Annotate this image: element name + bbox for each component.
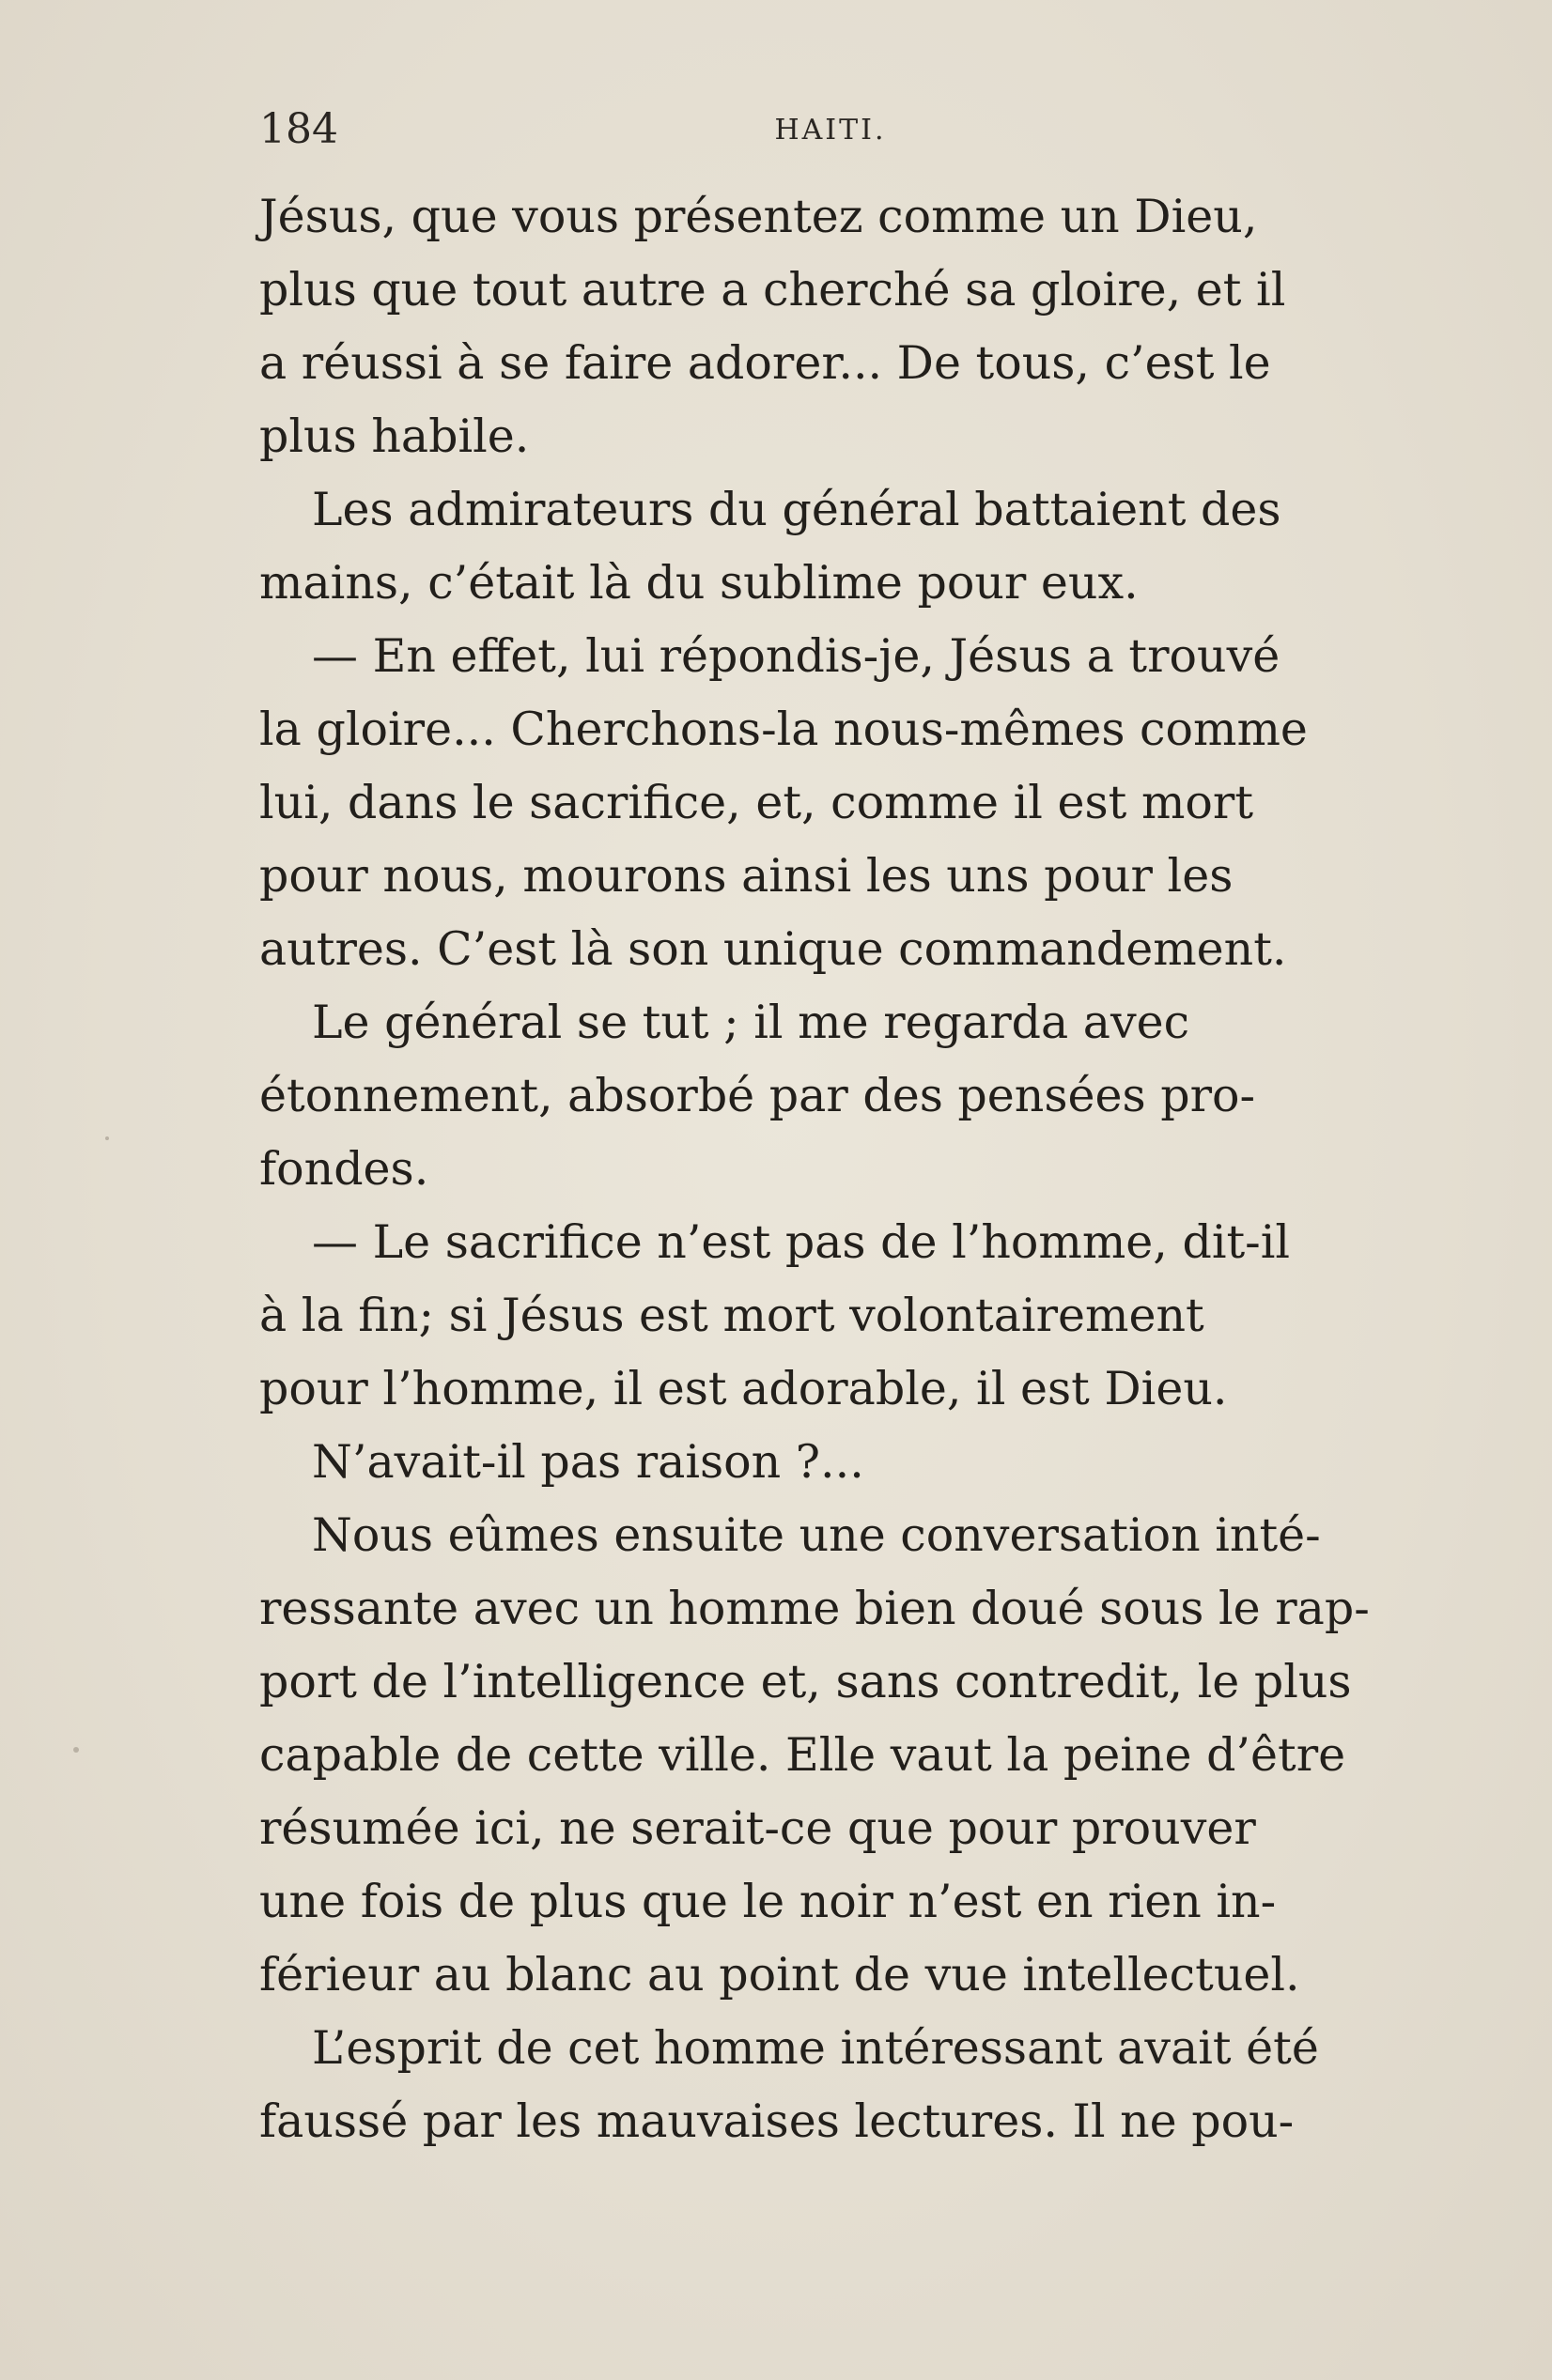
running-head: HAITI. <box>774 114 887 147</box>
text-line: la gloire... Cherchons-la nous-mêmes comme <box>259 703 1308 756</box>
text-line: férieur au blanc au point de vue intellectuel. <box>259 1948 1300 2001</box>
text-line: ressante avec un homme bien doué sous le rap- <box>259 1582 1370 1635</box>
text-line: résumée ici, ne serait-ce que pour prouver <box>259 1801 1256 1855</box>
text-line: pour nous, mourons ainsi les uns pour les <box>259 849 1234 903</box>
page-number: 184 <box>259 105 338 153</box>
text-line: faussé par les mauvaises lectures. Il ne pou- <box>259 2094 1295 2148</box>
text-line: plus que tout autre a cherché sa gloire, et il <box>259 263 1286 317</box>
text-line: Jésus, que vous présentez comme un Dieu, <box>259 190 1258 243</box>
body-text <box>259 180 1402 2158</box>
text-line: une fois de plus que le noir n’est en rien in- <box>259 1875 1277 1928</box>
text-line: capable de cette ville. Elle vaut la peine d’être <box>259 1728 1346 1782</box>
text-line: — En effet, lui répondis-je, Jésus a trouvé <box>312 629 1280 683</box>
text-line: a réussi à se faire adorer... De tous, c’est le <box>259 336 1271 390</box>
text-line: N’avait-il pas raison ?... <box>312 1435 864 1489</box>
text-line: — Le sacrifice n’est pas de l’homme, dit-il <box>312 1215 1291 1269</box>
text-line: Les admirateurs du général battaient des <box>312 483 1281 536</box>
text-line: fondes. <box>259 1142 429 1196</box>
text-line: L’esprit de cet homme intéressant avait été <box>312 2021 1319 2075</box>
text-line: étonnement, absorbé par des pensées pro- <box>259 1069 1256 1122</box>
text-line: port de l’intelligence et, sans contredit, le plus <box>259 1655 1352 1708</box>
text-line: à la fin; si Jésus est mort volontairement <box>259 1289 1204 1342</box>
text-line: Nous eûmes ensuite une conversation inté- <box>312 1508 1321 1562</box>
text-line: lui, dans le sacrifice, et, comme il est mort <box>259 776 1254 829</box>
text-line: pour l’homme, il est adorable, il est Dieu. <box>259 1362 1228 1415</box>
text-line: autres. C’est là son unique commandement. <box>259 922 1287 976</box>
page-header <box>259 101 1402 158</box>
text-line: plus habile. <box>259 410 530 463</box>
paper-speck <box>73 1747 79 1753</box>
text-line: mains, c’était là du sublime pour eux. <box>259 556 1139 610</box>
paper-speck <box>105 1136 109 1140</box>
text-line: Le général se tut ; il me regarda avec <box>312 996 1190 1049</box>
